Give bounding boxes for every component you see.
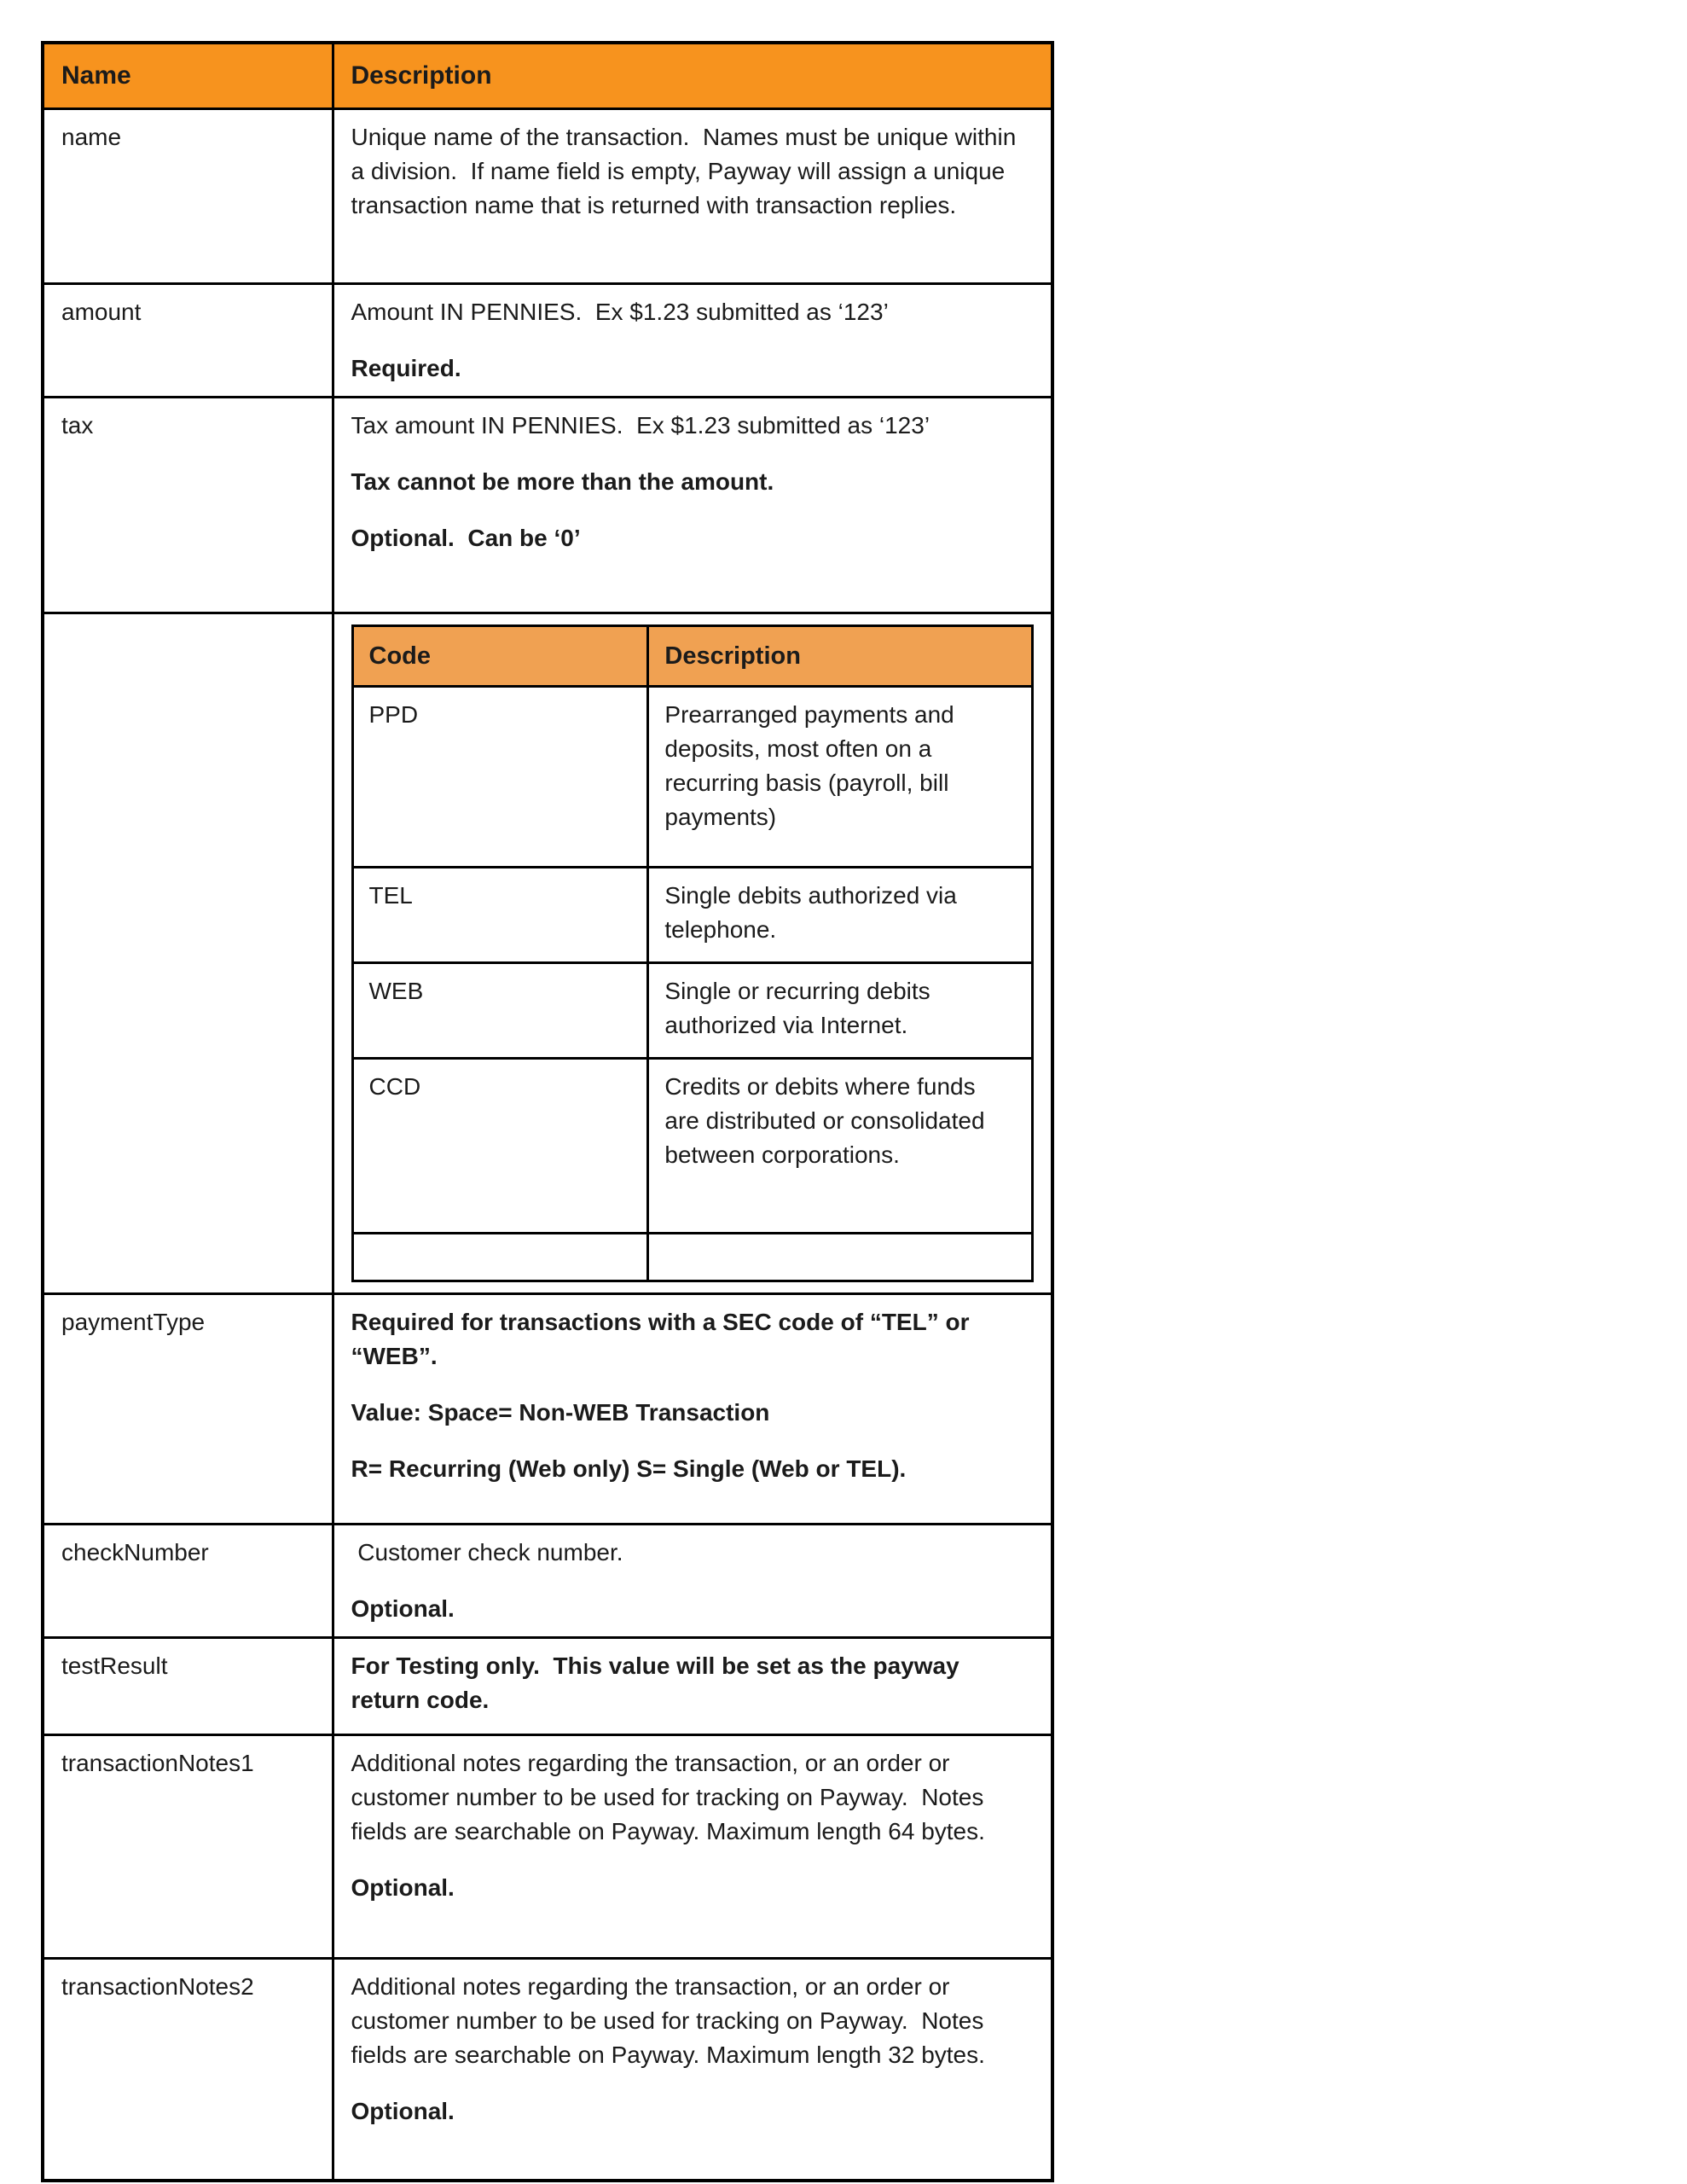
param-description — [333, 1735, 1052, 1959]
description-paragraph: Unique name of the transaction. Names must be unique within a division. If name field is empty, Payway will assign a unique transaction name that is returned with transaction replies. — [351, 124, 1023, 218]
param-description — [333, 1525, 1052, 1638]
sec-code-row-ccd — [352, 1059, 1033, 1234]
sec-code: WEB — [352, 963, 648, 1059]
header-cell-description: Description — [333, 43, 1052, 109]
table-row-amount — [43, 284, 1052, 398]
sec-code-table — [351, 624, 1035, 1282]
param-name: checkNumber — [43, 1525, 333, 1638]
param-name: tax — [43, 398, 333, 613]
sec-code-description: Credits or debits where funds are distributed or consolidated between corporations. — [648, 1059, 1033, 1234]
description-paragraph: Additional notes regarding the transaction, or an order or customer number to be used for tracking on Payway. Notes fields are searchable on Payway. Maximum length 32 bytes. — [351, 1973, 991, 2068]
description-paragraph-bold: Optional. Can be ‘0’ — [351, 525, 581, 551]
sec-code-header-row — [352, 626, 1033, 687]
param-description — [333, 1638, 1052, 1735]
table-row-paymentType — [43, 1294, 1052, 1525]
table-row-testResult — [43, 1638, 1052, 1735]
header-cell-code: Code — [352, 626, 648, 687]
param-name: testResult — [43, 1638, 333, 1735]
param-description — [333, 284, 1052, 398]
sec-code-empty — [352, 1234, 648, 1281]
param-name: amount — [43, 284, 333, 398]
header-cell-name: Name — [43, 43, 333, 109]
description-paragraph-bold: R= Recurring (Web only) S= Single (Web or TEL). — [351, 1455, 907, 1482]
description-paragraph: Amount IN PENNIES. Ex $1.23 submitted as ‘123’ — [351, 299, 889, 325]
sec-code: PPD — [352, 687, 648, 868]
description-paragraph-bold: Optional. — [351, 1595, 455, 1622]
description-paragraph-bold: Required for transactions with a SEC code of “TEL” or “WEB”. — [351, 1309, 977, 1369]
sec-code-description: Single or recurring debits authorized via Internet. — [648, 963, 1033, 1059]
table-row-name — [43, 109, 1052, 284]
sec-code: CCD — [352, 1059, 648, 1234]
description-paragraph-bold: Tax cannot be more than the amount. — [351, 468, 774, 495]
description-paragraph-bold: Optional. — [351, 2098, 455, 2124]
sec-code-row-empty — [352, 1234, 1033, 1281]
sec-code-row-ppd — [352, 687, 1033, 868]
param-name: paymentType — [43, 1294, 333, 1525]
table-row-checkNumber — [43, 1525, 1052, 1638]
description-paragraph-bold: For Testing only. This value will be set as the payway return code. — [351, 1653, 966, 1713]
param-name-empty — [43, 613, 333, 1294]
sec-code-row-web — [352, 963, 1033, 1059]
description-paragraph-bold: Optional. — [351, 1874, 455, 1901]
description-paragraph-bold: Required. — [351, 355, 461, 381]
description-paragraph: Customer check number. — [351, 1539, 623, 1565]
table-row-sec-codes — [43, 613, 1052, 1294]
description-paragraph-bold: Value: Space= Non-WEB Transaction — [351, 1399, 770, 1426]
param-description — [333, 1959, 1052, 2181]
param-name: name — [43, 109, 333, 284]
param-name: transactionNotes2 — [43, 1959, 333, 2181]
description-paragraph: Additional notes regarding the transaction, or an order or customer number to be used for tracking on Payway. Notes fields are searchable on Payway. Maximum length 64 bytes. — [351, 1750, 991, 1844]
sec-code-description: Single debits authorized via telephone. — [648, 868, 1033, 963]
description-paragraph: Tax amount IN PENNIES. Ex $1.23 submitted as ‘123’ — [351, 412, 930, 439]
sec-code-table-cell — [333, 613, 1052, 1294]
table-header-row — [43, 43, 1052, 109]
table-row-transactionNotes1 — [43, 1735, 1052, 1959]
table-row-tax — [43, 398, 1052, 613]
param-description — [333, 398, 1052, 613]
param-description — [333, 1294, 1052, 1525]
sec-code: TEL — [352, 868, 648, 963]
sec-code-description-empty — [648, 1234, 1033, 1281]
param-name: transactionNotes1 — [43, 1735, 333, 1959]
param-description — [333, 109, 1052, 284]
transaction-parameters-table — [41, 41, 1054, 2182]
table-row-transactionNotes2 — [43, 1959, 1052, 2181]
header-cell-code-description: Description — [648, 626, 1033, 687]
sec-code-description: Prearranged payments and deposits, most often on a recurring basis (payroll, bill payments) — [648, 687, 1033, 868]
sec-code-row-tel — [352, 868, 1033, 963]
